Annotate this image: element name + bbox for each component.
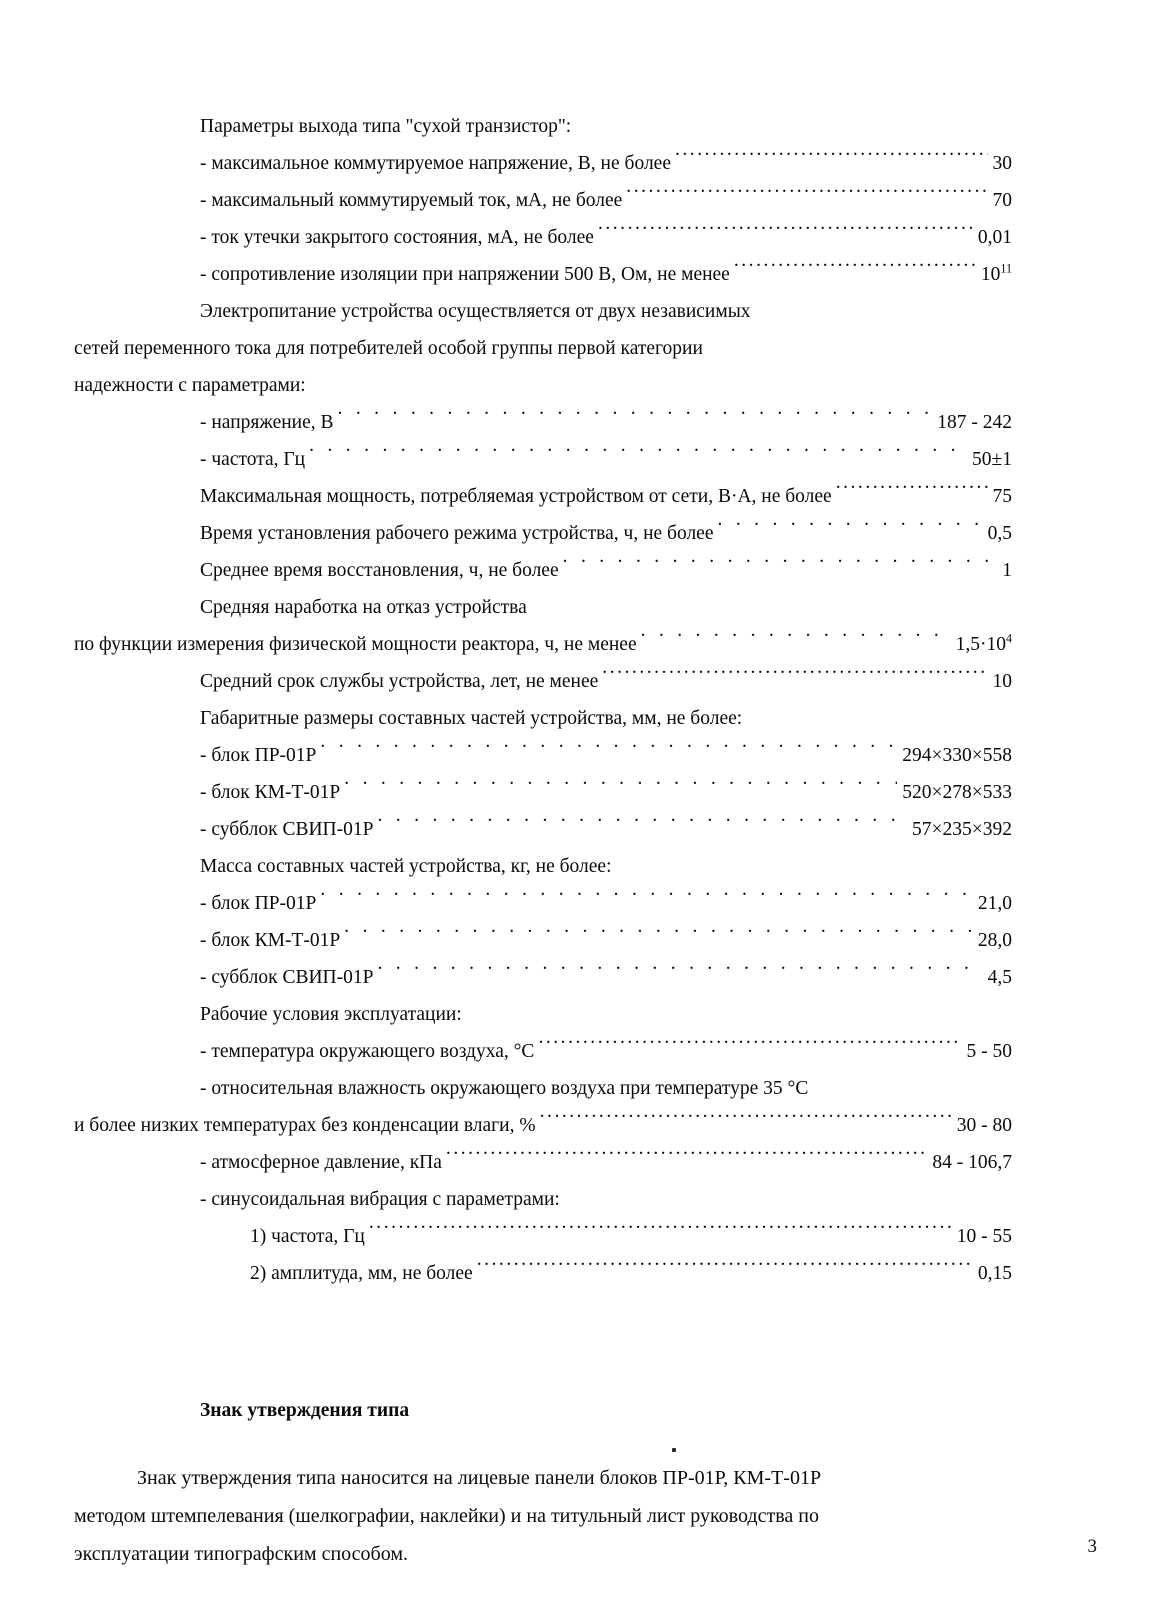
mtbf-heading-line: Средняя наработка на отказ устройства bbox=[200, 597, 527, 618]
operating-row-humidity-line-1: - относительная влажность окружающего воздуха при температуре 35 °С bbox=[200, 1078, 809, 1099]
param-value: 0,15 bbox=[977, 1263, 1012, 1284]
vibration-heading: - синусоидальная вибрация с параметрами: bbox=[200, 1189, 560, 1210]
param-row-mains-voltage bbox=[200, 404, 1012, 441]
dot-leader bbox=[320, 742, 897, 762]
param-label: по функции измерения физической мощности реактора, ч, не менее bbox=[74, 634, 637, 655]
param-label: - максимальный коммутируемый ток, мА, не более bbox=[200, 190, 623, 211]
dot-leader bbox=[598, 224, 973, 244]
dry-transistor-heading: Параметры выхода типа "сухой транзистор": bbox=[200, 116, 572, 137]
param-label: - субблок СВИП-01Р bbox=[200, 819, 374, 840]
param-value: 30 bbox=[992, 153, 1012, 174]
param-label: - блок КМ-Т-01Р bbox=[200, 930, 341, 951]
param-row-mains-frequency bbox=[200, 441, 1012, 478]
dot-leader bbox=[538, 1038, 961, 1058]
dot-leader bbox=[344, 927, 973, 947]
dot-leader bbox=[734, 261, 976, 281]
dot-leader bbox=[540, 1112, 952, 1132]
dot-leader bbox=[717, 520, 982, 540]
param-value: 28,0 bbox=[977, 930, 1012, 951]
approval-mark-paragraph-line-1: Знак утверждения типа наносится на лицевые панели блоков ПР-01Р, КМ-Т-01Р bbox=[137, 1467, 822, 1489]
param-label: - блок КМ-Т-01Р bbox=[200, 782, 341, 803]
approval-mark-paragraph-line-2: методом штемпелевания (шелкографии, наклейки) и на титульный лист руководства по bbox=[74, 1505, 819, 1527]
approval-mark-heading: Знак утверждения типа bbox=[200, 1400, 410, 1421]
param-row-max-power bbox=[200, 478, 1012, 515]
param-value: 0,01 bbox=[977, 227, 1012, 248]
param-value: 75 bbox=[992, 486, 1012, 507]
vibration-row-frequency bbox=[250, 1218, 1012, 1255]
param-label: Максимальная мощность, потребляемая устройством от сети, В·А, не более bbox=[200, 486, 832, 507]
param-row-warmup-time bbox=[200, 515, 1012, 552]
dot-leader bbox=[309, 446, 967, 466]
dot-leader bbox=[377, 816, 907, 836]
dot-leader bbox=[344, 779, 897, 799]
dot-leader bbox=[836, 483, 988, 503]
power-supply-intro-line-1: Электропитание устройства осуществляется от двух независимых bbox=[200, 301, 751, 322]
param-value: 30 - 80 bbox=[956, 1115, 1012, 1136]
value-exponent: 4 bbox=[1005, 631, 1012, 646]
dot-leader bbox=[477, 1260, 973, 1280]
param-value: 50±1 bbox=[972, 449, 1012, 470]
mass-row-svip-01r bbox=[200, 959, 1012, 996]
param-label: - блок ПР-01Р bbox=[200, 745, 317, 766]
value-base: 10 bbox=[980, 264, 1001, 285]
dimensions-row-pr-01r bbox=[200, 737, 1012, 774]
param-value bbox=[952, 626, 1012, 663]
param-row-mtbf bbox=[74, 626, 1012, 663]
mass-row-pr-01r bbox=[200, 885, 1012, 922]
param-label: - атмосферное давление, кПа bbox=[200, 1152, 442, 1173]
dot-leader bbox=[602, 668, 987, 688]
param-value: 70 bbox=[992, 190, 1012, 211]
param-label: 1) частота, Гц bbox=[250, 1226, 365, 1247]
operating-conditions-heading: Рабочие условия эксплуатации: bbox=[200, 1004, 462, 1025]
param-label: и более низких температурах без конденсации влаги, % bbox=[74, 1115, 536, 1136]
dot-leader bbox=[675, 150, 988, 170]
param-row-max-voltage bbox=[200, 145, 1012, 182]
value-base: 1,5·10 bbox=[955, 634, 1006, 655]
param-value: 57×235×392 bbox=[912, 819, 1012, 840]
dot-leader bbox=[320, 890, 972, 910]
value-exponent: 11 bbox=[1000, 261, 1012, 276]
param-row-max-current bbox=[200, 182, 1012, 219]
param-value: 4,5 bbox=[987, 967, 1012, 988]
param-label: - сопротивление изоляции при напряжении 500 В, Ом, не менее bbox=[200, 264, 730, 285]
dimensions-row-km-t-01r bbox=[200, 774, 1012, 811]
param-label: - блок ПР-01Р bbox=[200, 893, 317, 914]
power-supply-intro-line-3: надежности с параметрами: bbox=[74, 375, 306, 396]
dot-leader bbox=[563, 557, 998, 577]
param-row-recovery-time bbox=[200, 552, 1012, 589]
dimensions-heading: Габаритные размеры составных частей устройства, мм, не более: bbox=[200, 708, 743, 729]
param-value: 0,5 bbox=[987, 523, 1012, 544]
param-row-service-life bbox=[200, 663, 1012, 700]
param-label: 2) амплитуда, мм, не более bbox=[250, 1263, 473, 1284]
param-row-leakage-current bbox=[200, 219, 1012, 256]
param-value: 187 - 242 bbox=[937, 412, 1012, 433]
dot-leader bbox=[369, 1223, 952, 1243]
dimensions-row-svip-01r bbox=[200, 811, 1012, 848]
operating-row-humidity-line-2 bbox=[74, 1107, 1012, 1144]
page-content bbox=[74, 108, 1012, 1573]
param-label: - максимальное коммутируемое напряжение, В, не более bbox=[200, 153, 671, 174]
param-row-insulation-resistance bbox=[200, 256, 1012, 293]
dot-leader bbox=[446, 1149, 927, 1169]
dot-leader bbox=[641, 631, 951, 651]
approval-mark-paragraph-line-3: эксплуатации типографским способом. bbox=[74, 1543, 408, 1565]
param-value: 10 - 55 bbox=[956, 1226, 1012, 1247]
mass-heading: Масса составных частей устройства, кг, не более: bbox=[200, 856, 612, 877]
param-label: Среднее время восстановления, ч, не более bbox=[200, 560, 559, 581]
param-value: 5 - 50 bbox=[966, 1041, 1012, 1062]
vibration-row-amplitude bbox=[250, 1255, 1012, 1292]
param-label: - частота, Гц bbox=[200, 449, 306, 470]
param-label: - температура окружающего воздуха, °С bbox=[200, 1041, 535, 1062]
power-supply-intro-line-2: сетей переменного тока для потребителей особой группы первой категории bbox=[74, 338, 703, 359]
operating-row-temperature bbox=[200, 1033, 1012, 1070]
page-number: 3 bbox=[1087, 1536, 1097, 1557]
scan-artifact-speck bbox=[672, 1448, 676, 1452]
param-value: 84 - 106,7 bbox=[932, 1152, 1012, 1173]
param-label: - субблок СВИП-01Р bbox=[200, 967, 374, 988]
param-label: - ток утечки закрытого состояния, мА, не более bbox=[200, 227, 594, 248]
operating-row-pressure bbox=[200, 1144, 1012, 1181]
param-label: Время установления рабочего режима устройства, ч, не более bbox=[200, 523, 714, 544]
param-label: Средний срок службы устройства, лет, не менее bbox=[200, 671, 599, 692]
dot-leader bbox=[338, 409, 933, 429]
param-value: 1 bbox=[1002, 560, 1012, 581]
dot-leader bbox=[377, 964, 982, 984]
param-value: 21,0 bbox=[977, 893, 1012, 914]
param-label: - напряжение, В bbox=[200, 412, 334, 433]
param-value bbox=[977, 256, 1012, 293]
param-value: 520×278×533 bbox=[902, 782, 1012, 803]
mass-row-km-t-01r bbox=[200, 922, 1012, 959]
param-value: 294×330×558 bbox=[902, 745, 1012, 766]
dot-leader bbox=[626, 187, 987, 207]
param-value: 10 bbox=[992, 671, 1012, 692]
